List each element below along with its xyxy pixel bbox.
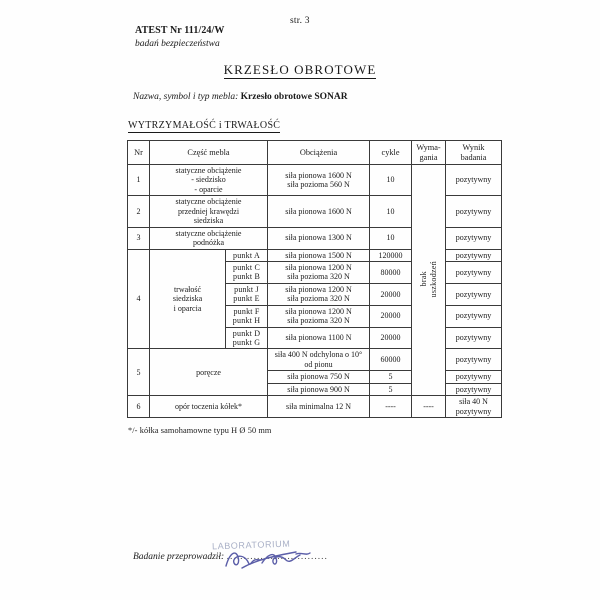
cell-cycles: 20000 bbox=[370, 305, 412, 327]
cell-nr: 5 bbox=[128, 349, 150, 396]
table-row bbox=[128, 396, 502, 418]
section-heading-text: WYTRZYMAŁOŚĆ i TRWAŁOŚĆ bbox=[128, 120, 281, 131]
atest-header bbox=[135, 24, 225, 50]
part-line: statyczne obciążenie bbox=[175, 228, 242, 238]
col-header-load: Obciążenia bbox=[268, 141, 370, 165]
cell-nr: 1 bbox=[128, 165, 150, 196]
cell-result: pozytywny bbox=[446, 349, 502, 371]
part-line: przedniej krawędzi bbox=[177, 206, 240, 216]
cell-load: siła pionowa 750 N bbox=[268, 371, 370, 383]
cell-cycles: 20000 bbox=[370, 283, 412, 305]
cell-punkt: punkt F punkt H bbox=[226, 305, 268, 327]
cell-load: siła pionowa 1300 N bbox=[268, 227, 370, 249]
col-header-result bbox=[446, 141, 502, 165]
cell-punkt: punkt A bbox=[226, 249, 268, 261]
cell-load: siła pionowa 900 N bbox=[268, 383, 370, 395]
page-title-text: KRZESŁO OBROTOWE bbox=[223, 62, 377, 77]
cell-result: siła 40 N pozytywny bbox=[446, 396, 502, 418]
part-line: statyczne obciążenie bbox=[175, 197, 242, 207]
col-header-result-line1: Wynik bbox=[462, 142, 485, 152]
cell-load bbox=[268, 165, 370, 196]
col-header-cycles: cykle bbox=[370, 141, 412, 165]
results-table bbox=[127, 140, 502, 418]
section-heading bbox=[128, 120, 280, 131]
cell-result: pozytywny bbox=[446, 305, 502, 327]
cell-cycles: 5 bbox=[370, 383, 412, 395]
table-header-row bbox=[128, 141, 502, 165]
load-line: siła pozioma 560 N bbox=[287, 180, 350, 190]
part-line: - siedzisko bbox=[191, 175, 226, 185]
table-row bbox=[128, 249, 502, 261]
cell-load: siła pionowa 1600 N bbox=[268, 196, 370, 227]
cell-load: siła 400 N odchylona o 10° od pionu bbox=[268, 349, 370, 371]
page-marker: str. 3 bbox=[290, 16, 310, 26]
cell-result: pozytywny bbox=[446, 371, 502, 383]
cell-nr: 2 bbox=[128, 196, 150, 227]
load-line: siła pionowa 1600 N bbox=[285, 170, 352, 180]
part-line: podnóżka bbox=[192, 238, 225, 248]
cell-result: pozytywny bbox=[446, 249, 502, 261]
cell-result: pozytywny bbox=[446, 227, 502, 249]
cell-load: siła pionowa 1100 N bbox=[268, 327, 370, 349]
signature-line bbox=[133, 552, 328, 562]
col-header-requirements-line1: Wyma- bbox=[416, 142, 441, 152]
cell-cycles: ---- bbox=[370, 396, 412, 418]
furniture-meta-label: Nazwa, symbol i typ mebla: bbox=[133, 92, 239, 102]
table-body bbox=[128, 165, 502, 418]
cell-nr: 6 bbox=[128, 396, 150, 418]
cell-nr: 3 bbox=[128, 227, 150, 249]
cell-punkt: punkt C punkt B bbox=[226, 261, 268, 283]
part-line: trwałość bbox=[173, 284, 202, 294]
cell-nr: 4 bbox=[128, 249, 150, 349]
cell-part bbox=[150, 227, 268, 249]
cell-load: siła pionowa 1200 N siła pozioma 320 N bbox=[268, 283, 370, 305]
cell-punkt: punkt D punkt G bbox=[226, 327, 268, 349]
table-row bbox=[128, 227, 502, 249]
table-row bbox=[128, 196, 502, 227]
table-row bbox=[128, 349, 502, 371]
laboratory-stamp: LABORATORIUM bbox=[211, 538, 291, 552]
cell-cycles: 5 bbox=[370, 371, 412, 383]
cell-result: pozytywny bbox=[446, 383, 502, 395]
cell-load: siła pionowa 1500 N bbox=[268, 249, 370, 261]
part-line: siedziska bbox=[172, 294, 203, 304]
cell-load: siła minimalna 12 N bbox=[268, 396, 370, 418]
cell-result: pozytywny bbox=[446, 261, 502, 283]
part-line: siedziska bbox=[193, 216, 224, 226]
footnote: */- kółka samohamowne typu H Ø 50 mm bbox=[128, 426, 272, 435]
cell-cycles: 80000 bbox=[370, 261, 412, 283]
requirement-vertical-text: brak uszkodzeń bbox=[418, 260, 438, 298]
cell-cycles: 10 bbox=[370, 165, 412, 196]
part-line: i oparcia bbox=[173, 303, 202, 313]
cell-load: siła pionowa 1200 N siła pozioma 320 N bbox=[268, 305, 370, 327]
cell-part bbox=[150, 165, 268, 196]
col-header-result-line2: badania bbox=[460, 152, 487, 162]
furniture-meta-value: Krzesło obrotowe SONAR bbox=[240, 92, 348, 102]
col-header-requirements-line2: gania bbox=[419, 152, 438, 162]
cell-cycles: 10 bbox=[370, 196, 412, 227]
cell-requirements: ---- bbox=[412, 396, 446, 418]
cell-part bbox=[150, 196, 268, 227]
cell-cycles: 120000 bbox=[370, 249, 412, 261]
cell-punkt: punkt J punkt E bbox=[226, 283, 268, 305]
cell-part: opór toczenia kółek* bbox=[150, 396, 268, 418]
col-header-part: Część mebla bbox=[150, 141, 268, 165]
part-line: - oparcie bbox=[194, 184, 223, 194]
cell-result: pozytywny bbox=[446, 196, 502, 227]
cell-cycles: 60000 bbox=[370, 349, 412, 371]
atest-number: ATEST Nr 111/24/W bbox=[135, 25, 225, 36]
cell-cycles: 10 bbox=[370, 227, 412, 249]
signature-label: Badanie przeprowadził: bbox=[133, 552, 225, 562]
cell-result: pozytywny bbox=[446, 165, 502, 196]
col-header-nr: Nr bbox=[128, 141, 150, 165]
atest-subtitle: badań bezpieczeństwa bbox=[135, 38, 220, 49]
cell-result: pozytywny bbox=[446, 327, 502, 349]
col-header-requirements bbox=[412, 141, 446, 165]
results-table-wrapper bbox=[127, 140, 492, 418]
cell-requirements-merged bbox=[412, 165, 446, 396]
signature-dots: .............................. bbox=[226, 552, 328, 562]
furniture-meta bbox=[133, 92, 348, 102]
page-title bbox=[0, 62, 600, 78]
cell-part: poręcze bbox=[150, 349, 268, 396]
cell-result: pozytywny bbox=[446, 283, 502, 305]
cell-cycles: 20000 bbox=[370, 327, 412, 349]
table-row bbox=[128, 165, 502, 196]
cell-part bbox=[150, 249, 226, 349]
part-line: statyczne obciążenie bbox=[175, 166, 242, 175]
table-head bbox=[128, 141, 502, 165]
cell-load: siła pionowa 1200 N siła pozioma 320 N bbox=[268, 261, 370, 283]
